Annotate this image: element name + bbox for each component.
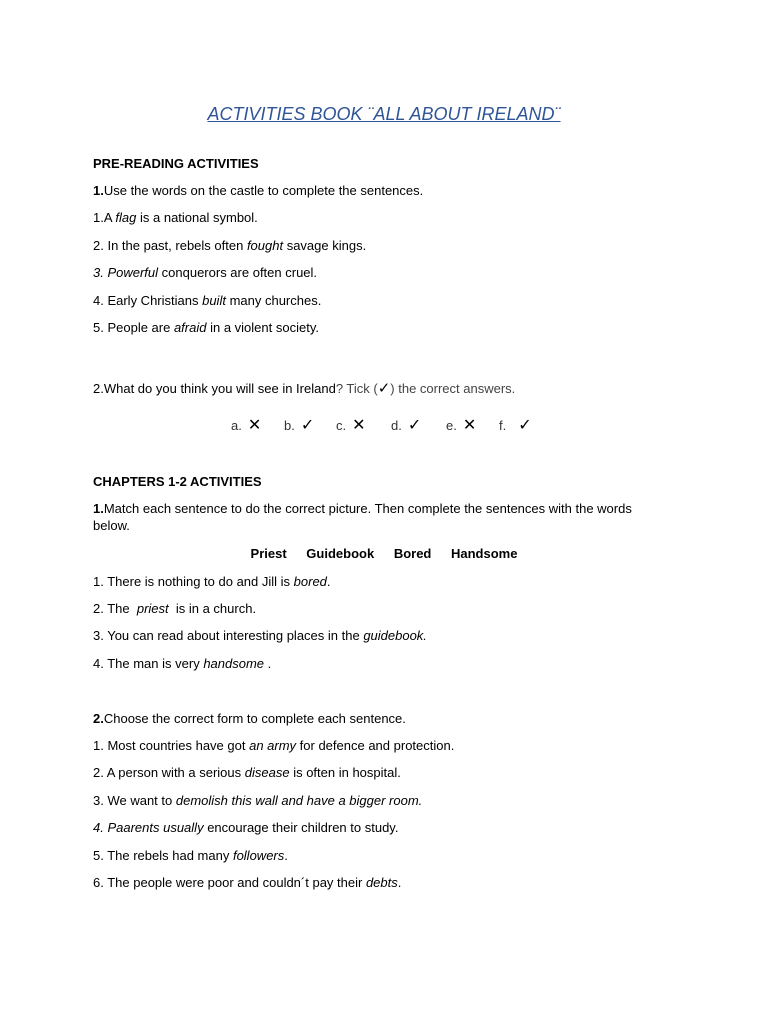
chapters-ex2-item: 2. A person with a serious disease is often in hospital. <box>93 765 401 780</box>
answer-c: c. ✕ <box>336 415 366 434</box>
word-bank <box>0 545 768 562</box>
chapters-ex1-instruction: 1.Match each sentence to do the correct picture. Then complete the sentences with the words below. <box>93 501 632 533</box>
cross-icon: ✕ <box>462 415 477 434</box>
answer-e: e. ✕ <box>446 415 477 434</box>
word-bank-item: Bored <box>393 546 432 561</box>
chapters-ex1-item: 2. The priest is in a church. <box>93 601 257 616</box>
chapters-ex2-instruction: 2.Choose the correct form to complete each sentence. <box>93 711 406 726</box>
cross-icon: ✕ <box>247 415 262 434</box>
answer-f: f. ✓ <box>499 415 532 434</box>
chapters-ex2-item: 5. The rebels had many followers. <box>93 848 288 863</box>
pre-reading-ex2-instruction: 2.What do you think you will see in Ireland? Tick (✓) the correct answers. <box>93 379 516 397</box>
chapters-heading: CHAPTERS 1-2 ACTIVITIES <box>93 474 262 489</box>
check-icon: ✓ <box>407 415 422 434</box>
document-title: ACTIVITIES BOOK ¨ALL ABOUT IRELAND¨ <box>207 104 561 124</box>
chapters-ex2-item: 4. Paarents usually encourage their children to study. <box>93 820 399 835</box>
pre-reading-ex1-instruction: 1.Use the words on the castle to complete the sentences. <box>93 183 424 198</box>
word-bank-item: Guidebook <box>306 546 375 561</box>
check-icon: ✓ <box>518 415 532 434</box>
pre-reading-ex1-item: 2. In the past, rebels often fought savage kings. <box>93 238 367 253</box>
pre-reading-ex1-item: 1.A flag is a national symbol. <box>93 210 258 225</box>
check-icon: ✓ <box>300 415 315 434</box>
chapters-ex1-item: 3. You can read about interesting places in the guidebook. <box>93 628 427 643</box>
chapters-ex1-item: 4. The man is very handsome . <box>93 656 272 671</box>
tick-icon: ✓ <box>377 379 391 397</box>
chapters-ex2-item: 3. We want to demolish this wall and have a bigger room. <box>93 793 423 808</box>
pre-reading-ex1-item: 4. Early Christians built many churches. <box>93 293 322 308</box>
pre-reading-ex1-item: 3. Powerful conquerors are often cruel. <box>93 265 318 280</box>
chapters-ex2-item: 1. Most countries have got an army for defence and protection. <box>93 738 455 753</box>
cross-icon: ✕ <box>352 415 366 434</box>
answer-a: a. ✕ <box>231 415 262 434</box>
chapters-ex2-item: 6. The people were poor and couldn´t pay their debts. <box>93 875 402 890</box>
tick-answers <box>0 415 768 435</box>
word-bank-item: Handsome <box>451 546 518 561</box>
chapters-ex1-item: 1. There is nothing to do and Jill is bored. <box>93 574 331 589</box>
pre-reading-heading: PRE-READING ACTIVITIES <box>93 156 259 171</box>
answer-d: d. ✓ <box>391 415 422 434</box>
pre-reading-ex1-item: 5. People are afraid in a violent society. <box>93 320 319 335</box>
answer-b: b. ✓ <box>284 415 315 434</box>
word-bank-item: Priest <box>250 546 287 561</box>
